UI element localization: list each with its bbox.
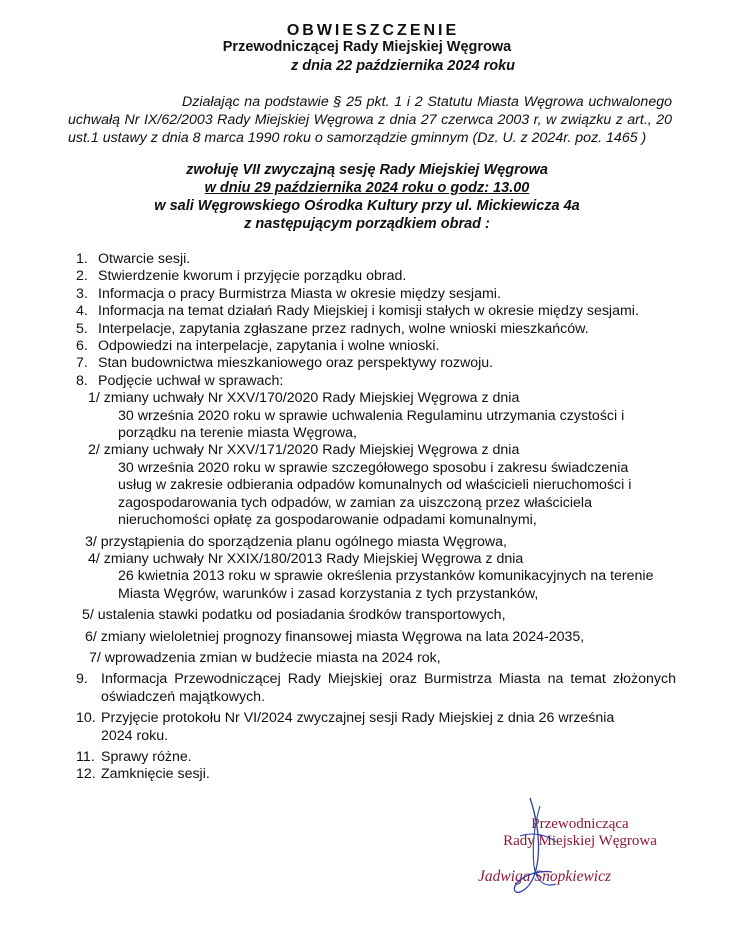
- item-text: Zamknięcie sesji.: [101, 766, 210, 783]
- legal-basis-paragraph: [68, 93, 672, 147]
- item-text: Podjęcie uchwał w sprawach:: [98, 372, 284, 389]
- subitem-text: 7/ wprowadzenia zmian w budżecie miasta na 2024 rok,: [89, 649, 441, 666]
- item-number: 3.: [76, 285, 88, 302]
- list-item: [76, 303, 676, 320]
- list-item: [76, 766, 676, 783]
- item-text: Przyjęcie protokołu Nr VI/2024 zwyczajnej sesji Rady Miejskiej z dnia 26 września 2024 roku.: [101, 710, 615, 744]
- subitem-text: 5/ ustalenia stawki podatku od posiadania środków transportowych,: [82, 607, 506, 624]
- item-text: Informacja o pracy Burmistrza Miasta w okresie między sesjami.: [98, 285, 501, 302]
- resolution-subitem: [88, 442, 676, 529]
- item-number: 2.: [76, 268, 88, 285]
- item-number: 5.: [76, 320, 88, 337]
- resolution-subitem: [88, 390, 676, 442]
- list-item: [76, 338, 676, 355]
- convene-session-line: zwołuję VII zwyczajną sesję Rady Miejskiej Węgrowa: [186, 162, 548, 178]
- handwritten-signature-icon: [460, 796, 700, 906]
- notice-issuer: Przewodniczącej Rady Miejskiej Węgrowa: [222, 39, 512, 55]
- list-item: [76, 710, 676, 745]
- list-item: [76, 268, 676, 285]
- subitem-text-continued: 30 września 2020 roku w sprawie szczegółowego sposobu i zakresu świadczenia usług w zakresie odbierania odpadów komunalnych od właścicieli nieruchomości i zagospodarowania tych odpadów, w zamian za uiszczoną przez właściciela nieruchomości opłatę za gospodarowanie odpadami komunalnymi,: [118, 459, 632, 529]
- notice-date: z dnia 22 października 2024 roku: [290, 58, 516, 74]
- subitem-text: 3/ przystąpienia do sporządzenia planu ogólnego miasta Węgrowa,: [85, 533, 507, 550]
- subitem-text: 2/ zmiany uchwały Nr XXV/171/2020 Rady Miejskiej Węgrowa z dnia: [88, 442, 520, 459]
- subitem-text-continued: 26 kwietnia 2013 roku w sprawie określenia przystanków komunikacyjnych na terenie Miasta Węgrów, warunków i zasad korzystania z tych przystanków,: [118, 568, 654, 602]
- item-number: 11.: [76, 748, 95, 765]
- item-number: 9.: [76, 671, 88, 688]
- legal-basis-text: Działając na podstawie § 25 pkt. 1 i 2 Statutu Miasta Węgrowa uchwalonego uchwałą Nr IX/62/2003 Rady Miejskiej Węgrowa z dnia 27 czerwca 2003 r, w związku z art., 20 ust.1 ustawy z dnia 8 marca 1990 roku o samorządzie gminnym (Dz. U. z 2024r. poz. 1465 ): [68, 94, 672, 146]
- subitem-text: 4/ zmiany uchwały Nr XXIX/180/2013 Rady Miejskiej Węgrowa z dnia: [88, 550, 524, 567]
- item-text: Sprawy różne.: [101, 748, 192, 765]
- item-number: 1.: [76, 251, 88, 267]
- subitem-text-continued: 30 września 2020 roku w sprawie uchwalenia Regulaminu utrzymania czystości i porządku na terenie miasta Węgrowa,: [118, 407, 625, 442]
- resolution-subitem: [82, 607, 676, 624]
- session-date-line: w dniu 29 października 2024 roku o godz: 13.00: [204, 180, 530, 196]
- signature-block: [460, 796, 700, 906]
- item-number: 6.: [76, 338, 88, 355]
- signatory-role: Przewodnicząca: [531, 816, 629, 832]
- agenda-list: [76, 251, 676, 784]
- item-number: 4.: [76, 303, 88, 320]
- signatory-name: Jadwiga Snopkiewicz: [478, 868, 612, 885]
- resolution-subitem: [89, 650, 676, 667]
- item-number: 10.: [76, 710, 96, 727]
- list-item: [76, 355, 676, 372]
- list-item: [76, 671, 676, 706]
- agenda-intro-line: z następującym porządkiem obrad :: [244, 216, 490, 232]
- list-item: [76, 373, 676, 390]
- resolution-subitem: [88, 551, 676, 603]
- list-item: [76, 749, 676, 766]
- item-text: Stan budownictwa mieszkaniowego oraz perspektywy rozwoju.: [98, 355, 494, 372]
- item-text: Informacja na temat działań Rady Miejskiej i komisji stałych w okresie między sesjami.: [98, 303, 639, 320]
- list-item: [76, 321, 676, 338]
- list-item: [76, 251, 676, 268]
- signatory-body: Rady Miejskiej Węgrowa: [503, 833, 657, 849]
- item-text: Interpelacje, zapytania zgłaszane przez radnych, wolne wnioski mieszkańców.: [98, 320, 589, 337]
- item-number: 7.: [76, 355, 88, 372]
- subitem-text: 1/ zmiany uchwały Nr XXV/170/2020 Rady Miejskiej Węgrowa z dnia: [88, 390, 520, 407]
- item-text: Stwierdzenie kworum i przyjęcie porządku obrad.: [98, 268, 407, 285]
- item-text: Odpowiedzi na interpelacje, zapytania i wolne wnioski.: [98, 338, 440, 355]
- notice-title: OBWIESZCZENIE: [286, 22, 460, 39]
- resolution-subitem: [85, 534, 676, 551]
- list-item: [76, 286, 676, 303]
- resolution-subitem: [85, 629, 676, 646]
- item-text: Informacja Przewodniczącej Rady Miejskiej oraz Burmistrza Miasta na temat złożonych oświadczeń majątkowych.: [101, 671, 676, 705]
- item-number: 8.: [76, 372, 88, 389]
- session-venue-line: w sali Węgrowskiego Ośrodka Kultury przy ul. Mickiewicza 4a: [154, 198, 580, 214]
- item-number: 12.: [76, 766, 96, 783]
- item-text: Otwarcie sesji.: [98, 251, 191, 267]
- subitem-text: 6/ zmiany wieloletniej prognozy finansowej miasta Węgrowa na lata 2024-2035,: [85, 628, 585, 645]
